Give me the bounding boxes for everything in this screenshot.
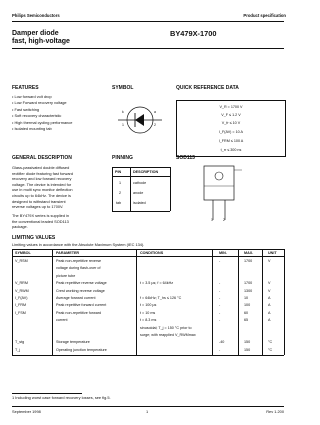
table-divider bbox=[238, 249, 239, 355]
table-cell-param: Peak repetitive forward current bbox=[56, 303, 107, 308]
limiting-values-table bbox=[12, 249, 284, 355]
feature-item: • Soft recovery characteristic bbox=[12, 113, 62, 119]
table-header-col-unit: UNIT bbox=[268, 251, 277, 255]
title-line2: fast, high-voltage bbox=[12, 38, 70, 45]
table-cell-min: - bbox=[219, 259, 221, 263]
table-cell-unit: A bbox=[268, 296, 271, 300]
title-line1: Damper diode bbox=[12, 30, 59, 37]
table-cell-symbol: T_stg bbox=[15, 340, 25, 345]
table-header-col-max: MAX. bbox=[244, 251, 254, 255]
table-cell-cond: surge; with reapplied V_RWMmax bbox=[140, 333, 196, 337]
table-divider bbox=[262, 249, 263, 355]
table-cell-param: Average forward current bbox=[56, 296, 96, 300]
footer-rule bbox=[12, 406, 284, 407]
footer-date: September 1998 bbox=[12, 409, 41, 414]
table-cell-min: - bbox=[219, 310, 221, 315]
description-line: reverse voltages up to 1700V. bbox=[12, 204, 64, 210]
pinning-desc: cathode bbox=[133, 181, 147, 185]
footer-page: 1 bbox=[146, 409, 149, 414]
feature-item: • High thermal cycling performance bbox=[12, 119, 73, 125]
table-cell-max: 100 bbox=[244, 303, 251, 308]
table-cell-param: Crest working reverse voltage bbox=[56, 288, 105, 293]
table-cell-min: -40 bbox=[219, 340, 225, 345]
qrd-row: t_rr ≤ 300 ns bbox=[220, 148, 242, 152]
table-cell-unit: V bbox=[268, 259, 271, 263]
table-cell-symbol: T_j bbox=[15, 347, 21, 352]
description-line: the conventional leaded SOD113 bbox=[12, 218, 69, 224]
table-divider bbox=[136, 249, 137, 355]
symbol-heading: SYMBOL bbox=[112, 85, 134, 91]
table-header-col-symbol: SYMBOL bbox=[15, 251, 31, 255]
table-cell-min: - bbox=[219, 281, 221, 286]
footnote: 1 Including worst case forward recovery losses, see fig.5. bbox=[12, 395, 111, 400]
table-cell-unit: A bbox=[268, 310, 271, 315]
company-name: Philips Semiconductors bbox=[12, 13, 60, 18]
pinning-desc: isolated bbox=[133, 201, 146, 205]
table-cell-symbol: I_FRM bbox=[15, 303, 27, 308]
table-cell-cond: t = 3.5 µs; f = 64kHz bbox=[140, 281, 174, 286]
description-line: circuits up to 64kHz. The device is bbox=[12, 193, 71, 198]
feature-item: • Fast switching bbox=[12, 106, 40, 112]
footnote-rule bbox=[12, 393, 82, 394]
table-header-col-conditions: CONDITIONS bbox=[140, 251, 164, 255]
package-outline-icon bbox=[196, 164, 246, 224]
table-cell-unit: °C bbox=[268, 340, 273, 345]
table-cell-min: - bbox=[219, 303, 221, 308]
symbol-label-a: a bbox=[154, 110, 156, 114]
pinning-heading: PINNING bbox=[112, 155, 133, 161]
qrd-row: V_F ≤ 1.2 V bbox=[221, 113, 241, 117]
table-divider bbox=[212, 249, 213, 355]
package-pin2: 2 bbox=[223, 218, 225, 222]
description-line: recovery and low forward recovery bbox=[12, 176, 72, 182]
table-cell-unit: A bbox=[268, 318, 271, 323]
footer-revision: Rev 1.200 bbox=[266, 409, 284, 414]
description-line: rectifier diode featuring fast forward bbox=[12, 170, 73, 176]
symbol-pin2: 2 bbox=[154, 123, 156, 127]
table-cell-param: voltage during flash-over of bbox=[56, 266, 101, 271]
table-cell-cond: t = 100 µs bbox=[140, 303, 157, 308]
table-cell-min: - bbox=[219, 318, 221, 323]
table-cell-max: 10 bbox=[244, 296, 249, 300]
table-cell-unit: V bbox=[268, 288, 271, 293]
symbol-label-k: k bbox=[122, 110, 124, 114]
general-description-heading: GENERAL DESCRIPTION bbox=[12, 155, 72, 161]
table-header-col-min: MIN. bbox=[219, 251, 227, 255]
limiting-values-heading: LIMITING VALUES bbox=[12, 235, 56, 241]
table-cell-max: 150 bbox=[244, 347, 251, 352]
table-cell-unit: A bbox=[268, 303, 271, 308]
table-cell-cond: sinusoidal; T_j = 150 °C prior to bbox=[140, 325, 192, 330]
table-cell-cond: t = 10 ms bbox=[140, 310, 156, 315]
qrd-row: I_FRM ≤ 100 A bbox=[218, 139, 244, 143]
table-cell-max: 65 bbox=[244, 318, 249, 323]
description-line: designed to withstand transient bbox=[12, 198, 66, 204]
package-heading: SOD113 bbox=[176, 155, 195, 161]
table-cell-cond: t = 8.3 ms bbox=[140, 318, 157, 323]
qrd-heading: QUICK REFERENCE DATA bbox=[176, 85, 239, 91]
table-cell-symbol: V_RRM bbox=[15, 281, 28, 286]
diode-symbol-icon bbox=[112, 94, 168, 150]
table-cell-param: Peak repetitive reverse voltage bbox=[56, 281, 107, 286]
limiting-values-subtitle: Limiting values in accordance with the Absolute Maximum System (IEC 134). bbox=[12, 242, 145, 247]
table-cell-symbol: I_FSM bbox=[15, 310, 26, 315]
description-line: Glass-passivated double diffused bbox=[12, 165, 70, 170]
features-heading: FEATURES bbox=[12, 85, 39, 91]
qrd-row: V_R = 1700 V bbox=[219, 105, 243, 109]
table-cell-param: current bbox=[56, 318, 68, 323]
table-cell-symbol: V_RSM bbox=[15, 259, 28, 263]
title-rule bbox=[12, 48, 284, 49]
table-cell-min: - bbox=[219, 288, 221, 293]
feature-item: • Isolated mounting tab bbox=[12, 126, 52, 131]
table-cell-unit: °C bbox=[268, 347, 273, 352]
table-cell-max: 1700 bbox=[244, 259, 253, 263]
table-cell-param: Peak non-repetitive forward bbox=[56, 310, 102, 315]
part-number: BY479X-1700 bbox=[170, 29, 217, 38]
pinning-col-pin: PIN bbox=[115, 170, 122, 174]
pinning-col-desc: DESCRIPTION bbox=[133, 170, 159, 174]
description-line: The BY479X series is supplied in bbox=[12, 213, 70, 218]
description-line: use in multi sync monitor deflection bbox=[12, 187, 73, 193]
header-rule bbox=[12, 21, 284, 22]
table-cell-param: picture tube bbox=[56, 273, 76, 278]
table-cell-param: Peak non-repetitive reverse bbox=[56, 259, 102, 263]
table-cell-param: Operating junction temperature bbox=[56, 347, 107, 352]
table-cell-max: 60 bbox=[244, 310, 249, 315]
qrd-row: I_F(AV) = 10 A bbox=[218, 130, 243, 134]
feature-item: • Low Forward recovery voltage bbox=[12, 100, 67, 106]
document-type: Product specification bbox=[243, 13, 286, 18]
table-cell-unit: V bbox=[268, 281, 271, 286]
table-cell-max: 1300 bbox=[244, 288, 253, 293]
symbol-pin1: 1 bbox=[122, 123, 124, 127]
table-cell-param: Storage temperature bbox=[56, 340, 90, 345]
table-divider bbox=[52, 249, 53, 355]
pinning-pin: 2 bbox=[119, 191, 122, 195]
pinning-pin: 1 bbox=[119, 181, 122, 185]
table-cell-symbol: V_RWM bbox=[15, 288, 29, 293]
description-line: voltage. The device is intended for bbox=[12, 181, 72, 187]
feature-item: • Low forward volt drop bbox=[12, 94, 52, 99]
table-cell-min: - bbox=[219, 296, 221, 300]
pinning-pin: tab bbox=[116, 201, 122, 205]
table-cell-min: - bbox=[219, 347, 221, 352]
package-pin1: 1 bbox=[211, 218, 213, 222]
pinning-table bbox=[112, 167, 170, 211]
pinning-desc: anode bbox=[133, 191, 144, 195]
qrd-box bbox=[176, 100, 286, 157]
table-cell-symbol: I_F(AV) bbox=[15, 296, 28, 300]
table-header-col-parameter: PARAMETER bbox=[56, 251, 80, 255]
description-line: package. bbox=[12, 224, 28, 230]
table-cell-max: 150 bbox=[244, 340, 251, 345]
table-cell-cond: f = 64kHz; T_hs ≤ 126 °C bbox=[140, 296, 182, 300]
qrd-row: V_fr ≤ 10 V bbox=[221, 121, 241, 125]
table-cell-max: 1700 bbox=[244, 281, 253, 286]
